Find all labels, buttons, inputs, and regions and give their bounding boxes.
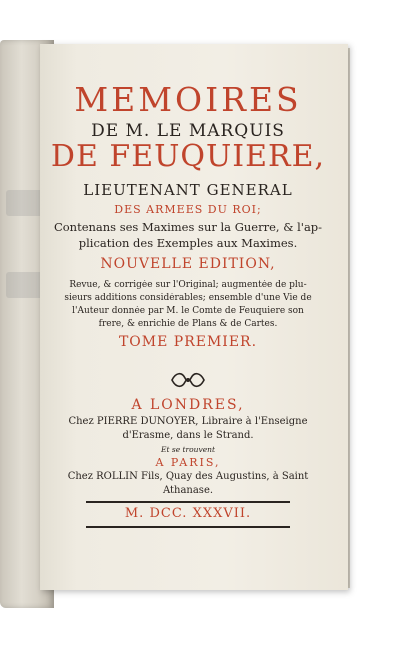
- revision-line: sieurs additions considérables; ensemble d'une Vie de: [64, 293, 312, 303]
- edition-line: NOUVELLE EDITION,: [100, 256, 276, 272]
- revision-line: frere, & enrichie de Plans & de Cartes.: [98, 319, 278, 329]
- revision-line: l'Auteur donnée par M. le Comte de Feuquiere son: [72, 306, 304, 316]
- description-line: Contenans ses Maximes sur la Guerre, & l'ap-: [53, 220, 323, 234]
- rule-bottom: [86, 526, 290, 528]
- author-rank: LIEUTENANT GENERAL: [83, 181, 293, 199]
- imprint-printer-cont: Athanase.: [162, 485, 214, 496]
- imprint-printer: Chez PIERRE DUNOYER, Libraire à l'Enseigne: [68, 416, 308, 427]
- imprint-also: Et se trouvent: [160, 445, 215, 454]
- imprint-date: M. DCC. XXXVII.: [124, 506, 252, 521]
- imprint-printer-cont: d'Erasme, dans le Strand.: [122, 430, 254, 441]
- author-line: DE M. LE MARQUIS: [91, 121, 285, 141]
- imprint-printer: Chez ROLLIN Fils, Quay des Augustins, à Saint: [67, 471, 309, 482]
- description-line: plication des Exemples aux Maximes.: [78, 236, 298, 250]
- printers-ornament: [168, 369, 208, 391]
- volume-line: TOME PREMIER.: [118, 334, 258, 350]
- rule-top: [86, 501, 290, 503]
- author-name: DE FEUQUIERE,: [50, 139, 326, 174]
- book-title: MEMOIRES: [74, 80, 302, 119]
- armies-line: DES ARMEES DU ROI;: [114, 203, 262, 216]
- revision-line: Revue, & corrigée sur l'Original; augmentée de plu-: [69, 280, 307, 290]
- imprint-city-london: A LONDRES,: [131, 397, 245, 413]
- imprint-city-paris: A PARIS,: [155, 456, 221, 469]
